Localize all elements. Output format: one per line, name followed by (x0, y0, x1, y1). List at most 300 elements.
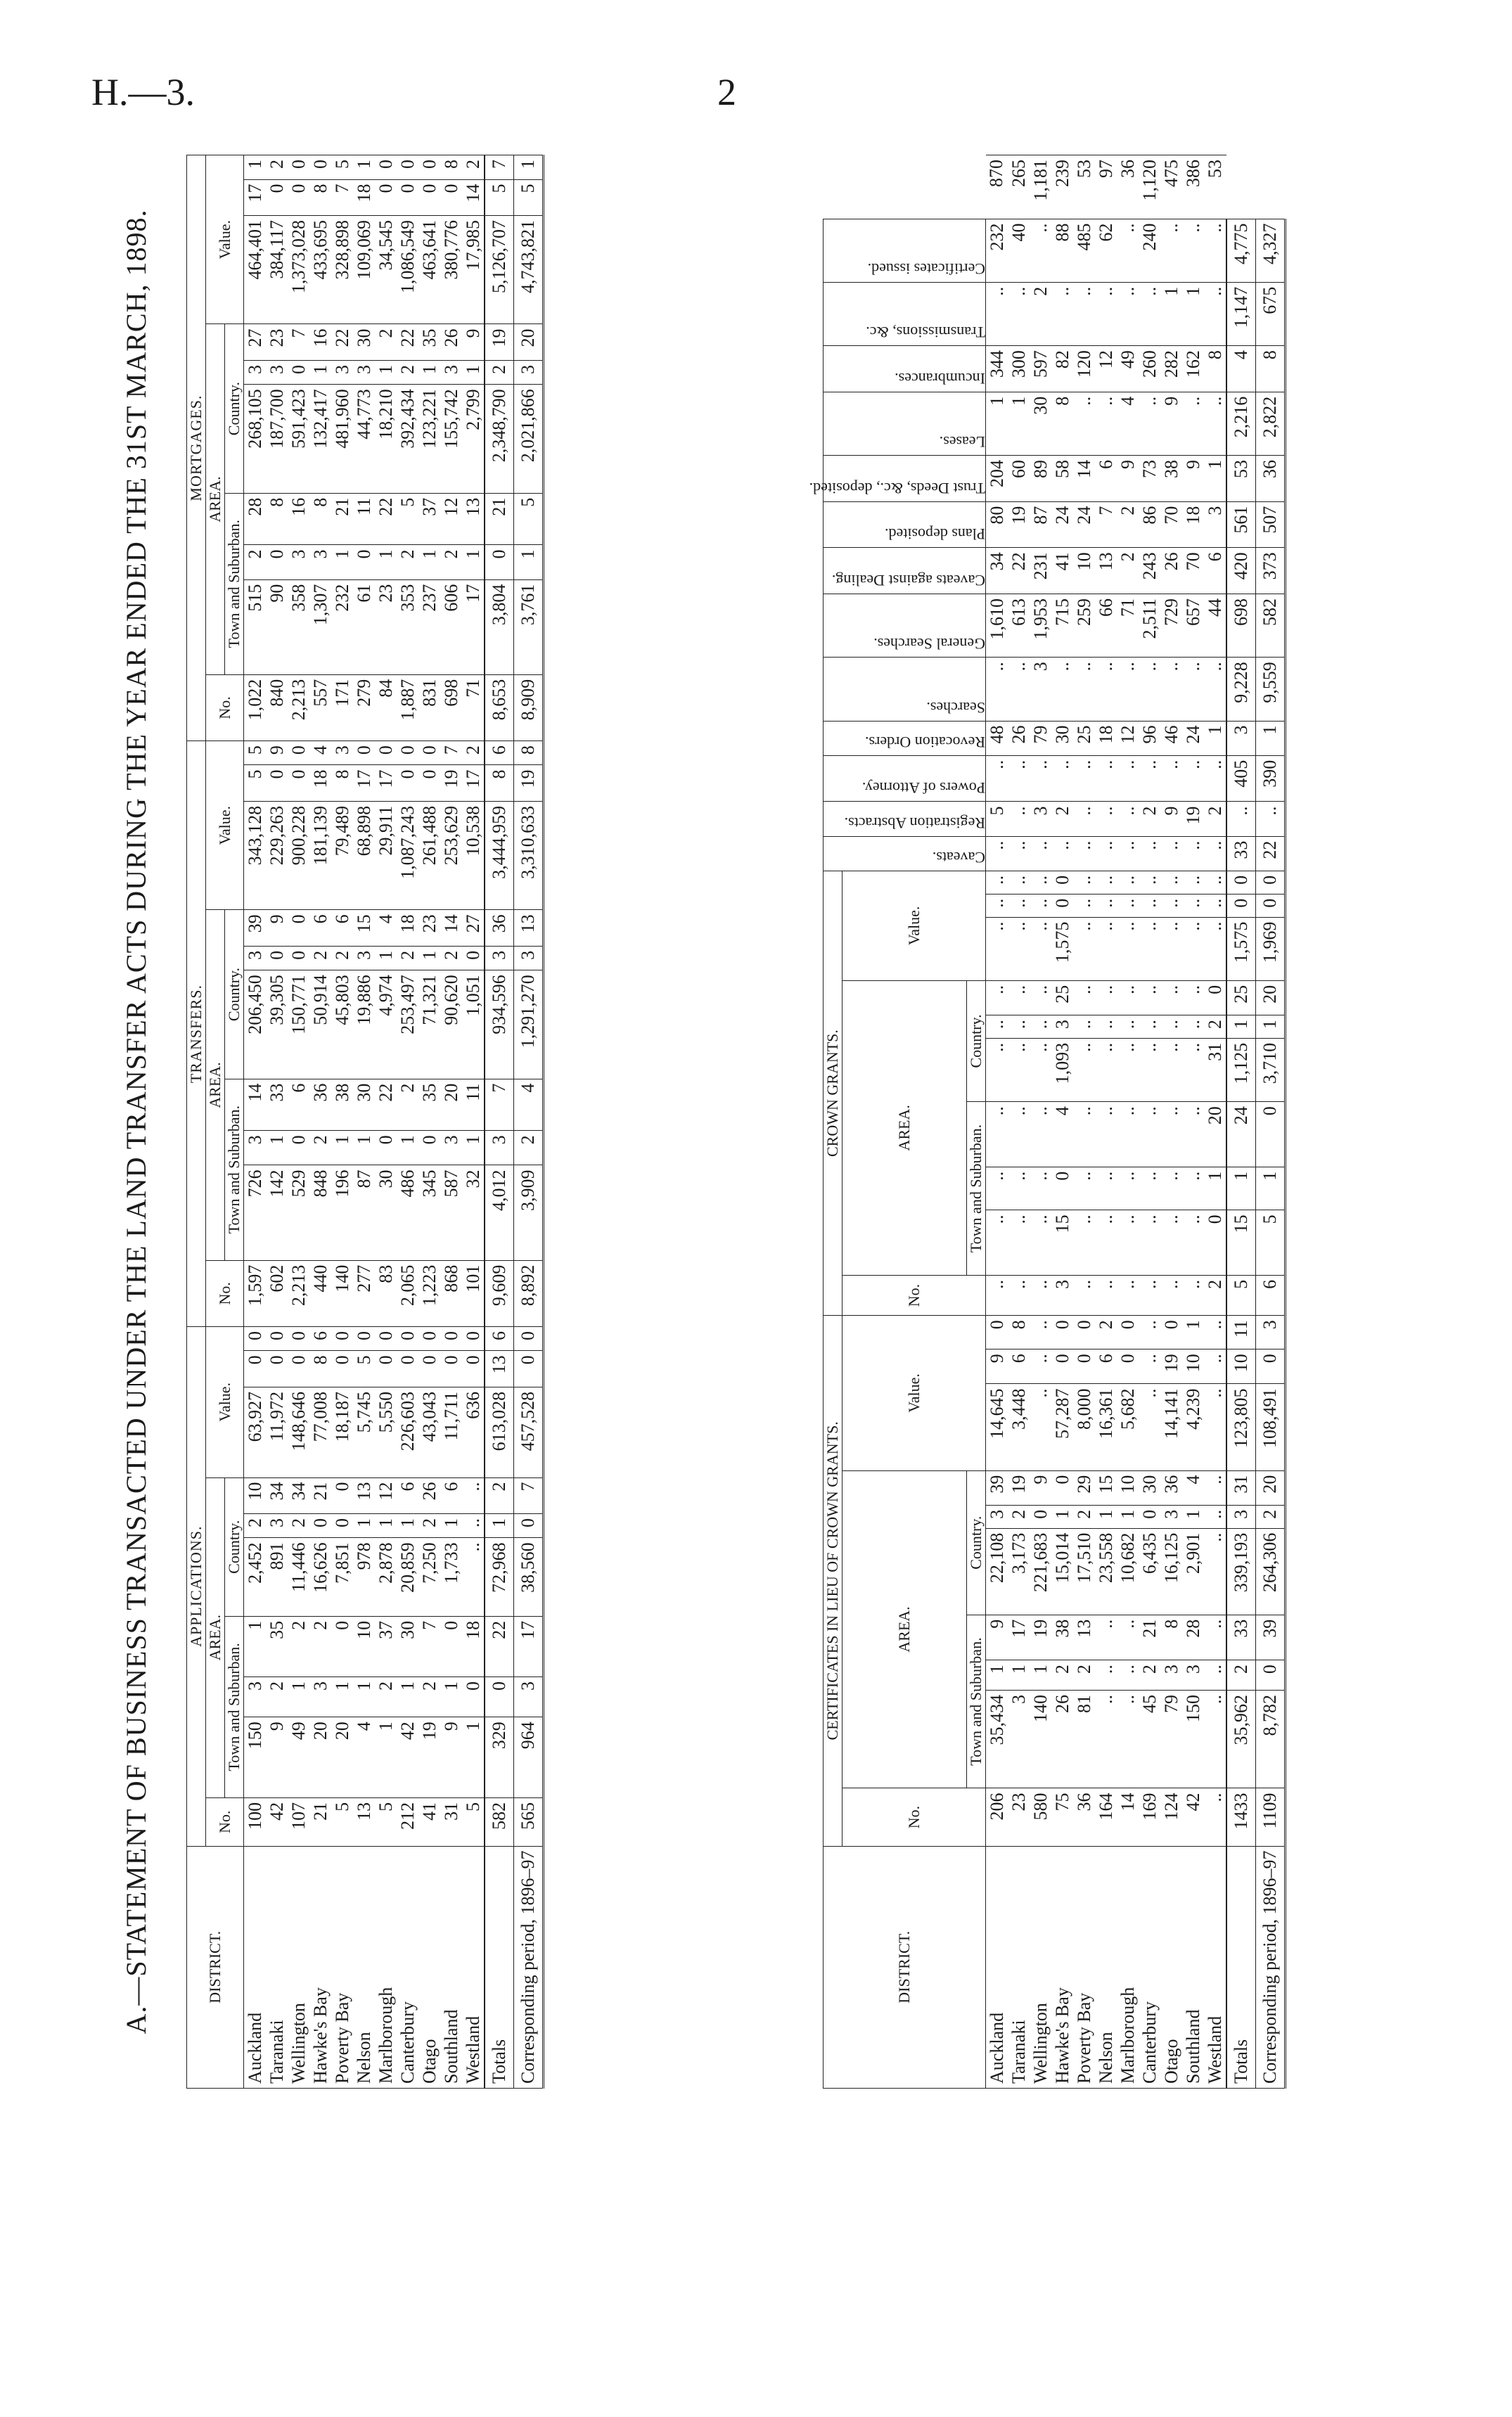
value-cell: 8 (440, 155, 462, 180)
value-cell: 0 (288, 946, 309, 970)
value-cell: 4 (353, 1717, 375, 1798)
value-cell: .. (1051, 658, 1073, 721)
crown-town-header: Town and Suburban. (967, 1102, 986, 1276)
value-cell: 2 (1204, 1015, 1226, 1039)
value-cell: 206 (986, 1788, 1008, 1846)
value-cell: 8 (1256, 346, 1286, 392)
value-cell: .. (1160, 871, 1182, 894)
value-cell: 602 (266, 1260, 288, 1326)
register-column-header: Certificates issued. (824, 219, 986, 282)
value-cell: 3,710 (1256, 1038, 1286, 1101)
value-cell: .. (1204, 1470, 1226, 1505)
value-cell: .. (986, 1038, 1008, 1101)
value-cell: 3 (986, 1505, 1008, 1528)
value-cell: 87 (353, 1165, 375, 1260)
value-cell: 2 (1030, 282, 1051, 345)
value-cell: 243 (1139, 548, 1160, 594)
value-cell: .. (1204, 836, 1226, 871)
value-cell: .. (986, 871, 1008, 894)
value-cell: 150 (244, 1717, 267, 1798)
value-cell: 2 (375, 324, 397, 360)
value-cell: 3 (244, 946, 267, 970)
value-cell: .. (1095, 1210, 1117, 1276)
value-cell: .. (1204, 1788, 1226, 1846)
value-cell: 75 (1051, 1788, 1073, 1846)
value-cell: 23 (266, 324, 288, 360)
value-cell: 89 (1030, 456, 1051, 502)
value-cell: 0 (397, 155, 418, 180)
value-cell: .. (1030, 1349, 1051, 1384)
value-cell: .. (1139, 1038, 1160, 1101)
transfers-value-header: Value. (206, 741, 244, 910)
value-cell: 0 (309, 155, 331, 180)
value-cell: 515 (244, 579, 267, 674)
value-cell: .. (1182, 1038, 1204, 1101)
certificates-table (809, 155, 1286, 2089)
value-cell: 9 (440, 1717, 462, 1798)
value-cell: 6 (1256, 1275, 1286, 1315)
district-cell: Poverty Bay (331, 1846, 353, 2088)
value-cell: 63,927 (244, 1387, 267, 1477)
value-cell: .. (1117, 1210, 1139, 1276)
value-cell: .. (1139, 658, 1160, 721)
value-cell: 0 (1051, 894, 1073, 917)
value-cell: 18 (309, 765, 331, 801)
register-column-header: Registration Abstracts. (824, 802, 986, 836)
value-cell: 8,909 (514, 674, 544, 741)
value-cell: 24 (1226, 1102, 1256, 1167)
value-cell: .. (1182, 392, 1204, 455)
value-cell: .. (1030, 1275, 1051, 1315)
value-cell: 109,069 (353, 216, 375, 324)
value-cell: 0 (288, 360, 309, 384)
district-cell: Auckland (244, 1846, 267, 2088)
district-cell: Marlborough (1117, 1846, 1139, 2088)
value-cell: 384,117 (266, 216, 288, 324)
value-cell: 1 (1182, 282, 1204, 345)
value-cell: 17,510 (1073, 1528, 1095, 1615)
value-cell: 3 (1051, 1015, 1073, 1039)
value-cell: 1 (1204, 721, 1226, 755)
value-cell: .. (1204, 219, 1226, 282)
value-cell: 71 (1117, 594, 1139, 657)
value-cell: 0 (462, 1351, 485, 1387)
value-cell: 1 (418, 545, 440, 579)
value-cell: 4 (1051, 1102, 1073, 1167)
value-cell: 1 (1160, 282, 1182, 345)
value-cell: .. (1117, 1275, 1139, 1315)
value-cell: .. (1117, 980, 1139, 1015)
value-cell: .. (1051, 282, 1073, 345)
mortgages-header: MORTGAGES. (187, 155, 206, 741)
value-cell: .. (1226, 802, 1256, 836)
value-cell: 24 (1073, 501, 1095, 548)
value-cell: 2 (462, 155, 485, 180)
value-cell: 5 (514, 179, 544, 215)
value-cell: 0 (440, 1616, 462, 1676)
district-cell: Canterbury (397, 1846, 418, 2088)
value-cell: 0 (1160, 1316, 1182, 1349)
value-cell: .. (1139, 1210, 1160, 1276)
value-cell: 53 (1073, 155, 1095, 219)
value-cell: .. (1117, 1102, 1139, 1167)
value-cell: .. (1160, 219, 1182, 282)
value-cell: .. (1073, 755, 1095, 802)
table-row (1182, 155, 1204, 2089)
value-cell: 34 (986, 548, 1008, 594)
district-cell: Totals (1226, 1846, 1256, 2088)
value-cell: 30 (353, 324, 375, 360)
value-cell: 12 (1117, 721, 1139, 755)
value-cell: .. (1117, 894, 1139, 917)
value-cell: 3 (1008, 1691, 1030, 1788)
value-cell: 1 (331, 1676, 353, 1717)
value-cell: 3 (331, 741, 353, 765)
value-cell: 3 (1051, 1275, 1073, 1315)
value-cell: 0 (266, 179, 288, 215)
value-cell: 557 (309, 674, 331, 741)
value-cell: 49 (288, 1717, 309, 1798)
value-cell: 380,776 (440, 216, 462, 324)
district-cell: Nelson (1095, 1846, 1117, 2088)
value-cell: 22,108 (986, 1528, 1008, 1615)
value-cell: 66 (1095, 594, 1117, 657)
value-cell: 21 (309, 1797, 331, 1846)
value-cell: 84 (375, 674, 397, 741)
value-cell: .. (1160, 894, 1182, 917)
value-cell: 19,886 (353, 970, 375, 1079)
value-cell: 3 (288, 545, 309, 579)
value-cell: 30 (1051, 721, 1073, 755)
value-cell: .. (1030, 1038, 1051, 1101)
value-cell: 5,745 (353, 1387, 375, 1477)
value-cell: 0 (375, 1327, 397, 1351)
value-cell: 150 (1182, 1691, 1204, 1788)
crown-grants-header: CROWN GRANTS. (824, 871, 843, 1315)
value-cell: .. (1117, 836, 1139, 871)
value-cell: 529 (288, 1165, 309, 1260)
value-cell: 1 (375, 545, 397, 579)
value-cell: 36 (1256, 456, 1286, 502)
value-cell: 2 (309, 1616, 331, 1676)
value-cell: .. (1204, 917, 1226, 980)
value-cell: .. (1182, 1015, 1204, 1039)
value-cell: 26 (440, 324, 462, 360)
value-cell: 0 (309, 1514, 331, 1538)
value-cell: 0 (1051, 871, 1073, 894)
value-cell: 26 (1008, 721, 1030, 755)
certificates-value-header: Value. (843, 1316, 986, 1470)
value-cell: 124 (1160, 1788, 1182, 1846)
value-cell: 3 (353, 360, 375, 384)
value-cell: 1,147 (1226, 282, 1256, 345)
value-cell: 7 (485, 155, 514, 180)
value-cell: 3 (1182, 1660, 1204, 1691)
value-cell: 840 (266, 674, 288, 741)
value-cell: 2 (514, 1131, 544, 1165)
applications-town-header: Town and Suburban. (225, 1616, 244, 1797)
value-cell: 123,805 (1226, 1384, 1256, 1470)
value-cell: 0 (1073, 1349, 1095, 1384)
value-cell: 1 (1051, 1505, 1073, 1528)
value-cell: .. (1095, 282, 1117, 345)
value-cell: 80 (986, 501, 1008, 548)
value-cell: 0 (375, 1131, 397, 1165)
value-cell: 37 (418, 493, 440, 545)
value-cell: 392,434 (397, 385, 418, 493)
register-column-header: Incumbrances. (824, 346, 986, 392)
value-cell: 17 (1008, 1615, 1030, 1660)
certificates-area-header: AREA. (843, 1470, 967, 1788)
value-cell: 33 (266, 1079, 288, 1131)
value-cell: .. (1160, 1015, 1182, 1039)
value-cell: 3 (244, 1131, 267, 1165)
value-cell: 24 (1051, 501, 1073, 548)
value-cell: .. (1008, 917, 1030, 980)
value-cell: 35,962 (1226, 1691, 1256, 1788)
value-cell: .. (1030, 836, 1051, 871)
value-cell: 41 (418, 1797, 440, 1846)
value-cell: 1 (397, 1514, 418, 1538)
value-cell: 978 (353, 1538, 375, 1617)
table-row (1030, 155, 1051, 2089)
value-cell: 120 (1073, 346, 1095, 392)
value-cell: 0 (331, 1477, 353, 1513)
value-cell: 1 (1095, 1505, 1117, 1528)
value-cell: .. (1030, 980, 1051, 1015)
value-cell: 22 (485, 1616, 514, 1676)
value-cell: 0 (462, 1327, 485, 1351)
value-cell: .. (1073, 980, 1095, 1015)
value-cell: .. (1073, 1038, 1095, 1101)
table-row (309, 155, 331, 2089)
value-cell: 587 (440, 1165, 462, 1260)
value-cell: 49 (1117, 346, 1139, 392)
value-cell: 86 (1139, 501, 1160, 548)
district-cell: Taranaki (1008, 1846, 1030, 2088)
value-cell: .. (1008, 802, 1030, 836)
value-cell: .. (1204, 1505, 1226, 1528)
value-cell: 15,014 (1051, 1528, 1073, 1615)
value-cell: 3,310,633 (514, 801, 544, 909)
value-cell: 142 (266, 1165, 288, 1260)
value-cell: .. (1008, 980, 1030, 1015)
value-cell: 19 (1182, 802, 1204, 836)
value-cell: 15 (353, 910, 375, 946)
value-cell: 0 (462, 946, 485, 970)
value-cell: 21 (309, 1477, 331, 1513)
value-cell: 0 (440, 1327, 462, 1351)
value-cell: 1 (1256, 721, 1286, 755)
value-cell: 2 (309, 1131, 331, 1165)
value-cell: 0 (353, 1327, 375, 1351)
value-cell: 28 (1182, 1615, 1204, 1660)
value-cell: 140 (1030, 1691, 1051, 1788)
value-cell: 27 (462, 910, 485, 946)
value-cell: 457,528 (514, 1387, 544, 1477)
register-column-header: Transmissions, &c. (824, 282, 986, 345)
value-cell: .. (1095, 755, 1117, 802)
value-cell: 0 (288, 1131, 309, 1165)
value-cell: 4 (1117, 392, 1139, 455)
value-cell: .. (1204, 1349, 1226, 1384)
value-cell: 33 (1226, 836, 1256, 871)
value-cell: .. (1160, 1038, 1182, 1101)
value-cell: .. (1160, 755, 1182, 802)
value-cell: 11 (1226, 1316, 1256, 1349)
value-cell: .. (1204, 392, 1226, 455)
crown-no-header: No. (843, 1275, 986, 1315)
district-cell: Hawke's Bay (309, 1846, 331, 2088)
value-cell: 0 (331, 1327, 353, 1351)
value-cell: 0 (375, 155, 397, 180)
value-cell: 20 (1256, 1470, 1286, 1505)
value-cell: 0 (375, 741, 397, 765)
value-cell: 2 (1051, 1660, 1073, 1691)
value-cell: 169 (1139, 1788, 1160, 1846)
value-cell: 8,892 (514, 1260, 544, 1326)
value-cell: .. (986, 917, 1008, 980)
value-cell: 390 (1256, 755, 1286, 802)
value-cell: 6 (1204, 548, 1226, 594)
value-cell: 72,968 (485, 1538, 514, 1617)
value-cell: .. (1117, 755, 1139, 802)
value-cell: .. (1073, 392, 1095, 455)
value-cell: 20 (440, 1079, 462, 1131)
value-cell: 1,575 (1051, 917, 1073, 980)
value-cell: 2 (485, 360, 514, 384)
value-cell: .. (1117, 1015, 1139, 1039)
value-cell: 9 (986, 1349, 1008, 1384)
value-cell: .. (1117, 658, 1139, 721)
value-cell: .. (1182, 836, 1204, 871)
value-cell: 14 (462, 179, 485, 215)
value-cell: 73 (1139, 456, 1160, 502)
value-cell: 34,545 (375, 216, 397, 324)
value-cell: .. (1182, 980, 1204, 1015)
value-cell: 3 (309, 1676, 331, 1717)
value-cell: 40 (1008, 219, 1030, 282)
value-cell: 0 (353, 545, 375, 579)
value-cell: 9,228 (1226, 658, 1256, 721)
value-cell: 5,550 (375, 1387, 397, 1477)
value-cell: 1,575 (1226, 917, 1256, 980)
value-cell: 964 (514, 1717, 544, 1798)
value-cell: .. (1008, 1015, 1030, 1039)
value-cell: 1 (1117, 1505, 1139, 1528)
value-cell: 3 (514, 360, 544, 384)
value-cell: 150,771 (288, 970, 309, 1079)
value-cell: 3 (1030, 658, 1051, 721)
value-cell: .. (986, 894, 1008, 917)
value-cell: .. (1095, 1167, 1117, 1210)
value-cell: .. (1073, 1102, 1095, 1167)
value-cell: 35 (418, 1079, 440, 1131)
value-cell: 345 (418, 1165, 440, 1260)
value-cell: 181,139 (309, 801, 331, 909)
value-cell: 8 (485, 765, 514, 801)
value-cell: 30 (1139, 1470, 1160, 1505)
value-cell: 20 (1256, 980, 1286, 1015)
value-cell: 1 (462, 360, 485, 384)
value-cell: 24 (1182, 721, 1204, 755)
value-cell: 1,223 (418, 1260, 440, 1326)
value-cell: 162 (1182, 346, 1204, 392)
value-cell: 8,653 (485, 674, 514, 741)
value-cell: .. (1204, 1528, 1226, 1615)
value-cell: 13 (353, 1477, 375, 1513)
mortgages-town-header: Town and Suburban. (225, 493, 244, 674)
value-cell: 279 (353, 674, 375, 741)
value-cell: 16,125 (1160, 1528, 1182, 1615)
value-cell: 3,909 (514, 1165, 544, 1260)
value-cell: 1 (266, 1131, 288, 1165)
value-cell: .. (1139, 980, 1160, 1015)
value-cell: 8 (309, 493, 331, 545)
value-cell: 1 (440, 1676, 462, 1717)
value-cell: 6 (485, 1327, 514, 1351)
value-cell: 698 (440, 674, 462, 741)
value-cell: 13 (485, 1351, 514, 1387)
value-cell: 107 (288, 1797, 309, 1846)
value-cell: .. (1073, 917, 1095, 980)
value-cell: .. (1139, 894, 1160, 917)
crown-value-header: Value. (843, 871, 986, 980)
value-cell: 1,733 (440, 1538, 462, 1617)
value-cell: 636 (462, 1387, 485, 1477)
value-cell: 0 (440, 1351, 462, 1387)
value-cell: 20 (1204, 1102, 1226, 1167)
value-cell: 2 (244, 545, 267, 579)
value-cell: .. (1095, 392, 1117, 455)
value-cell: 1,181 (1030, 155, 1051, 219)
value-cell: 1 (462, 1717, 485, 1798)
value-cell: .. (1182, 1210, 1204, 1276)
value-cell: 1,969 (1256, 917, 1286, 980)
table-row (1073, 155, 1095, 2089)
value-cell: 68,898 (353, 801, 375, 909)
value-cell: 329 (485, 1717, 514, 1798)
value-cell: 44 (1204, 594, 1226, 657)
value-cell: .. (1073, 1210, 1095, 1276)
value-cell: .. (986, 836, 1008, 871)
value-cell: 2 (1008, 1505, 1030, 1528)
value-cell: 3 (331, 360, 353, 384)
value-cell: 4,775 (1226, 219, 1256, 282)
value-cell: 2 (266, 155, 288, 180)
value-cell: 1,307 (309, 579, 331, 674)
value-cell: 9 (266, 741, 288, 765)
value-cell: 38 (1160, 456, 1182, 502)
value-cell: 1 (397, 1676, 418, 1717)
value-cell: 44,773 (353, 385, 375, 493)
value-cell: 353 (397, 579, 418, 674)
value-cell: 82 (1051, 346, 1073, 392)
value-cell: .. (1095, 871, 1117, 894)
value-cell: .. (1008, 836, 1030, 871)
value-cell: 7 (514, 1477, 544, 1513)
value-cell: .. (986, 1167, 1008, 1210)
value-cell: 0 (331, 1616, 353, 1676)
value-cell: 698 (1226, 594, 1256, 657)
value-cell: 2 (397, 946, 418, 970)
district-cell: Southland (1182, 1846, 1204, 2088)
value-cell: 4,239 (1182, 1384, 1204, 1470)
statement-title: A.—STATEMENT OF BUSINESS TRANSACTED UNDER THE LAND TRANSFER ACTS DURING THE YEAR ENDED THE 31ST MARCH, 1898. (120, 209, 152, 2034)
value-cell: .. (1182, 917, 1204, 980)
certificates-town-header: Town and Suburban. (967, 1615, 986, 1788)
value-cell: 9 (1030, 1470, 1051, 1505)
